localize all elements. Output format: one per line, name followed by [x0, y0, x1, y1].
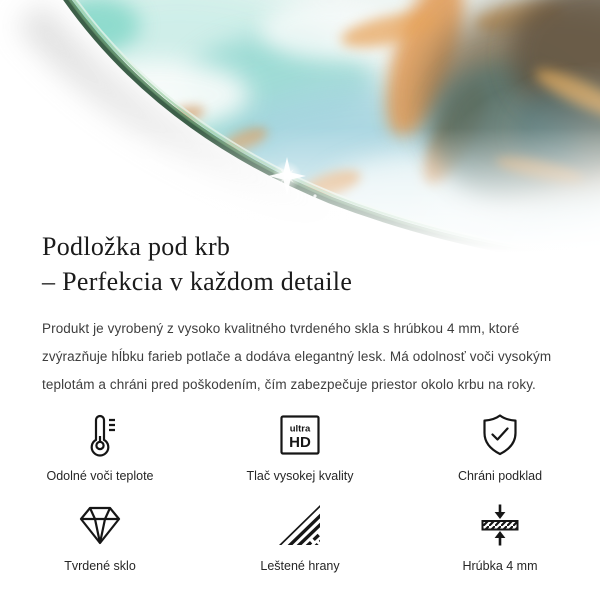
feature-label: Odolné voči teplote [46, 468, 154, 483]
feature-heat-resistant [0, 411, 200, 483]
svg-text:ultra: ultra [289, 423, 311, 435]
feature-label: Tlač vysokej kvality [246, 468, 354, 483]
title-line-1: Podložka pod krb [42, 232, 231, 261]
feature-label: Leštené hrany [260, 558, 340, 573]
ultra-hd-icon [277, 411, 323, 459]
feature-label: Tvrdené sklo [64, 558, 136, 573]
svg-text:HD: HD [289, 433, 311, 451]
polished-edges-icon [277, 501, 323, 549]
feature-label: Chráni podklad [457, 468, 543, 483]
thickness-icon [477, 501, 523, 549]
feature-protects-floor [400, 411, 600, 483]
features-grid [0, 411, 600, 573]
feature-print-quality [200, 411, 400, 483]
thermometer-icon [77, 411, 123, 459]
product-description: Produkt je vyrobený z vysoko kvalitného tvrdeného skla s hrúbkou 4 mm, ktoré zvýrazňuje hĺbku farieb potlače a dodáva elegantný lesk. Má odolnosť voči vysokým teplotám a chráni pred poškodením, čím zabezpečuje priestor okolo krbu na roky. [42, 320, 552, 392]
feature-tempered-glass [0, 501, 200, 573]
product-info-section [0, 229, 600, 573]
feature-polished-edges [200, 501, 400, 573]
diamond-icon [77, 501, 123, 549]
feature-label: Hrúbka 4 mm [462, 558, 538, 573]
feature-thickness [400, 501, 600, 573]
title-line-2: – Perfekcia v každom detaile [42, 267, 353, 297]
shield-check-icon [477, 411, 523, 459]
page-title [42, 229, 600, 300]
